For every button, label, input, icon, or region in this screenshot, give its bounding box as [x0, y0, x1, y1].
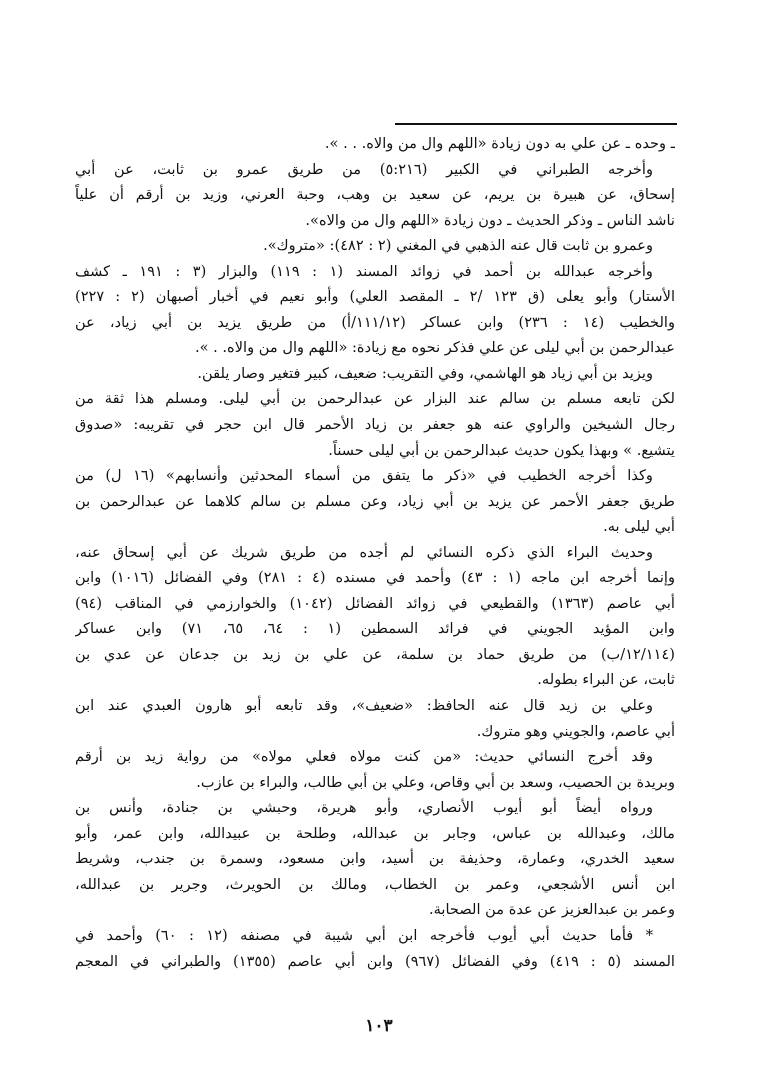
text-line: مالك، وعبدالله بن عباس، وجابر بن عبدالله، وطلحة بن عبيدالله، وابن عمر، وأبو	[75, 824, 675, 842]
text-line: رجال الشيخين والراوي عنه هو جعفر بن زياد الأحمر قال ابن حجر في تقريبه: «صدوق	[75, 416, 675, 434]
text-line: الأستار) وأبو يعلى (ق ١٢٣ /٢ ـ المقصد العلي) وأبو نعيم في أخبار أصبهان (٢ : ٢٢٧)	[75, 288, 675, 306]
header-divider	[395, 123, 677, 125]
text-line: طريق جعفر الأحمر عن يزيد بن أبي زياد، وعن مسلم بن سالم كلاهما عن عبدالرحمن بن	[75, 492, 675, 510]
page-number: ١٠٣	[365, 1016, 393, 1036]
text-line: وبريدة بن الحصيب، وسعد بن أبي وقاص، وعلي بن أبي طالب، والبراء بن عازب.	[196, 773, 675, 791]
text-line: وإنما أخرجه ابن ماجه (١ : ٤٣) وأحمد في مسنده (٤ : ٢٨١) وفي الفضائل (١٠١٦) وابن	[75, 569, 675, 587]
text-line: إسحاق، عن هبيرة بن يريم، عن سعيد بن وهب، وحبة العرني، وزيد بن أرقم أن علياً	[75, 186, 675, 204]
text-line: وحديث البراء الذي ذكره النسائي لم أجده من طريق شريك عن أبي إسحاق عنه،	[75, 543, 653, 561]
text-line: سعيد الخدري، وعمارة، وحذيفة بن أسيد، وابن مسعود، وسمرة بن جندب، وشريط	[75, 850, 675, 868]
text-line: وأخرجه عبدالله بن أحمد في زوائد المسند (١ : ١١٩) والبزار (٣ : ١٩١ ـ كشف	[75, 262, 653, 280]
footnote-text-block	[75, 131, 675, 974]
text-line: ناشد الناس ـ وذكر الحديث ـ دون زيادة «اللهم وال من والاه».	[305, 211, 675, 229]
text-line: والخطيب (١٤ : ٢٣٦) وابن عساكر (١١١/١٢/أ) من طريق يزيد بن أبي زياد، عن	[75, 313, 675, 331]
text-line: * فأما حديث أبي أيوب فأخرجه ابن أبي شيبة في مصنفه (١٢ : ٦٠) وأحمد في	[75, 926, 653, 944]
text-line: لكن تابعه مسلم بن سالم عند البزار عن عبدالرحمن بن أبي ليلى. ومسلم هذا ثقة من	[75, 390, 675, 408]
text-line: ويزيد بن أبي زياد هو الهاشمي، وفي التقريب: ضعيف، كبير فتغير وصار يلقن.	[197, 364, 653, 382]
text-line: وأخرجه الطبراني في الكبير (٥:٢١٦) من طريق عمرو بن ثابت، عن أبي	[75, 160, 653, 178]
text-line: أبي عاصم (١٣٦٣) والقطيعي في زوائد الفضائل (١٠٤٢) والخوارزمي في المناقب (٩٤)	[75, 594, 675, 612]
text-line: وعلي بن زيد قال عنه الحافظ: «ضعيف»، وقد تابعه أبو هارون العبدي عند ابن	[75, 697, 653, 715]
text-line: أبي عاصم، والجويني وهو متروك.	[476, 722, 675, 740]
text-line: وعمرو بن ثابت قال عنه الذهبي في المغني (٢ : ٤٨٢): «متروك».	[263, 237, 653, 255]
text-line: ابن أنس الأشجعي، وعمر بن الخطاب، ومالك بن الحويرث، وجرير بن عبدالله،	[75, 875, 675, 893]
text-line: وقد أخرج النسائي حديث: «من كنت مولاه فعلي مولاه» من رواية زيد بن أرقم	[75, 748, 653, 766]
text-line: ثابت، عن البراء بطوله.	[537, 671, 675, 689]
text-line: وابن المؤيد الجويني في فرائد السمطين (١ : ٦٤، ٦٥، ٧١) وابن عساكر	[75, 620, 675, 638]
text-line: أبي ليلى به.	[603, 518, 675, 536]
text-line: عبدالرحمن بن أبي ليلى عن علي فذكر نحوه مع زيادة: «اللهم وال من والاه. . ».	[194, 339, 675, 357]
text-line: وعمر بن عبدالعزيز عن عدة من الصحابة.	[428, 901, 675, 919]
text-line: يتشيع. » وبهذا يكون حديث عبدالرحمن بن أبي ليلى حسناً.	[328, 441, 675, 459]
text-line: المسند (٥ : ٤١٩) وفي الفضائل (٩٦٧) وابن أبي عاصم (١٣٥٥) والطبراني في المعجم	[75, 952, 675, 970]
text-line: (١٢/١١٤/ب) من طريق حماد بن سلمة، عن علي بن زيد بن جدعان عن عدي بن	[75, 645, 675, 663]
text-line: ـ وحده ـ عن علي به دون زيادة «اللهم وال من والاه. . . ».	[324, 135, 675, 152]
text-line: وكذا أخرجه الخطيب في «ذكر ما يتفق من أسماء المحدثين وأنسابهم» (١٦ ل) من	[75, 467, 653, 485]
text-line: ورواه أيضاً أبو أيوب الأنصاري، وأبو هريرة، وحبشي بن جنادة، وأنس بن	[75, 799, 653, 817]
